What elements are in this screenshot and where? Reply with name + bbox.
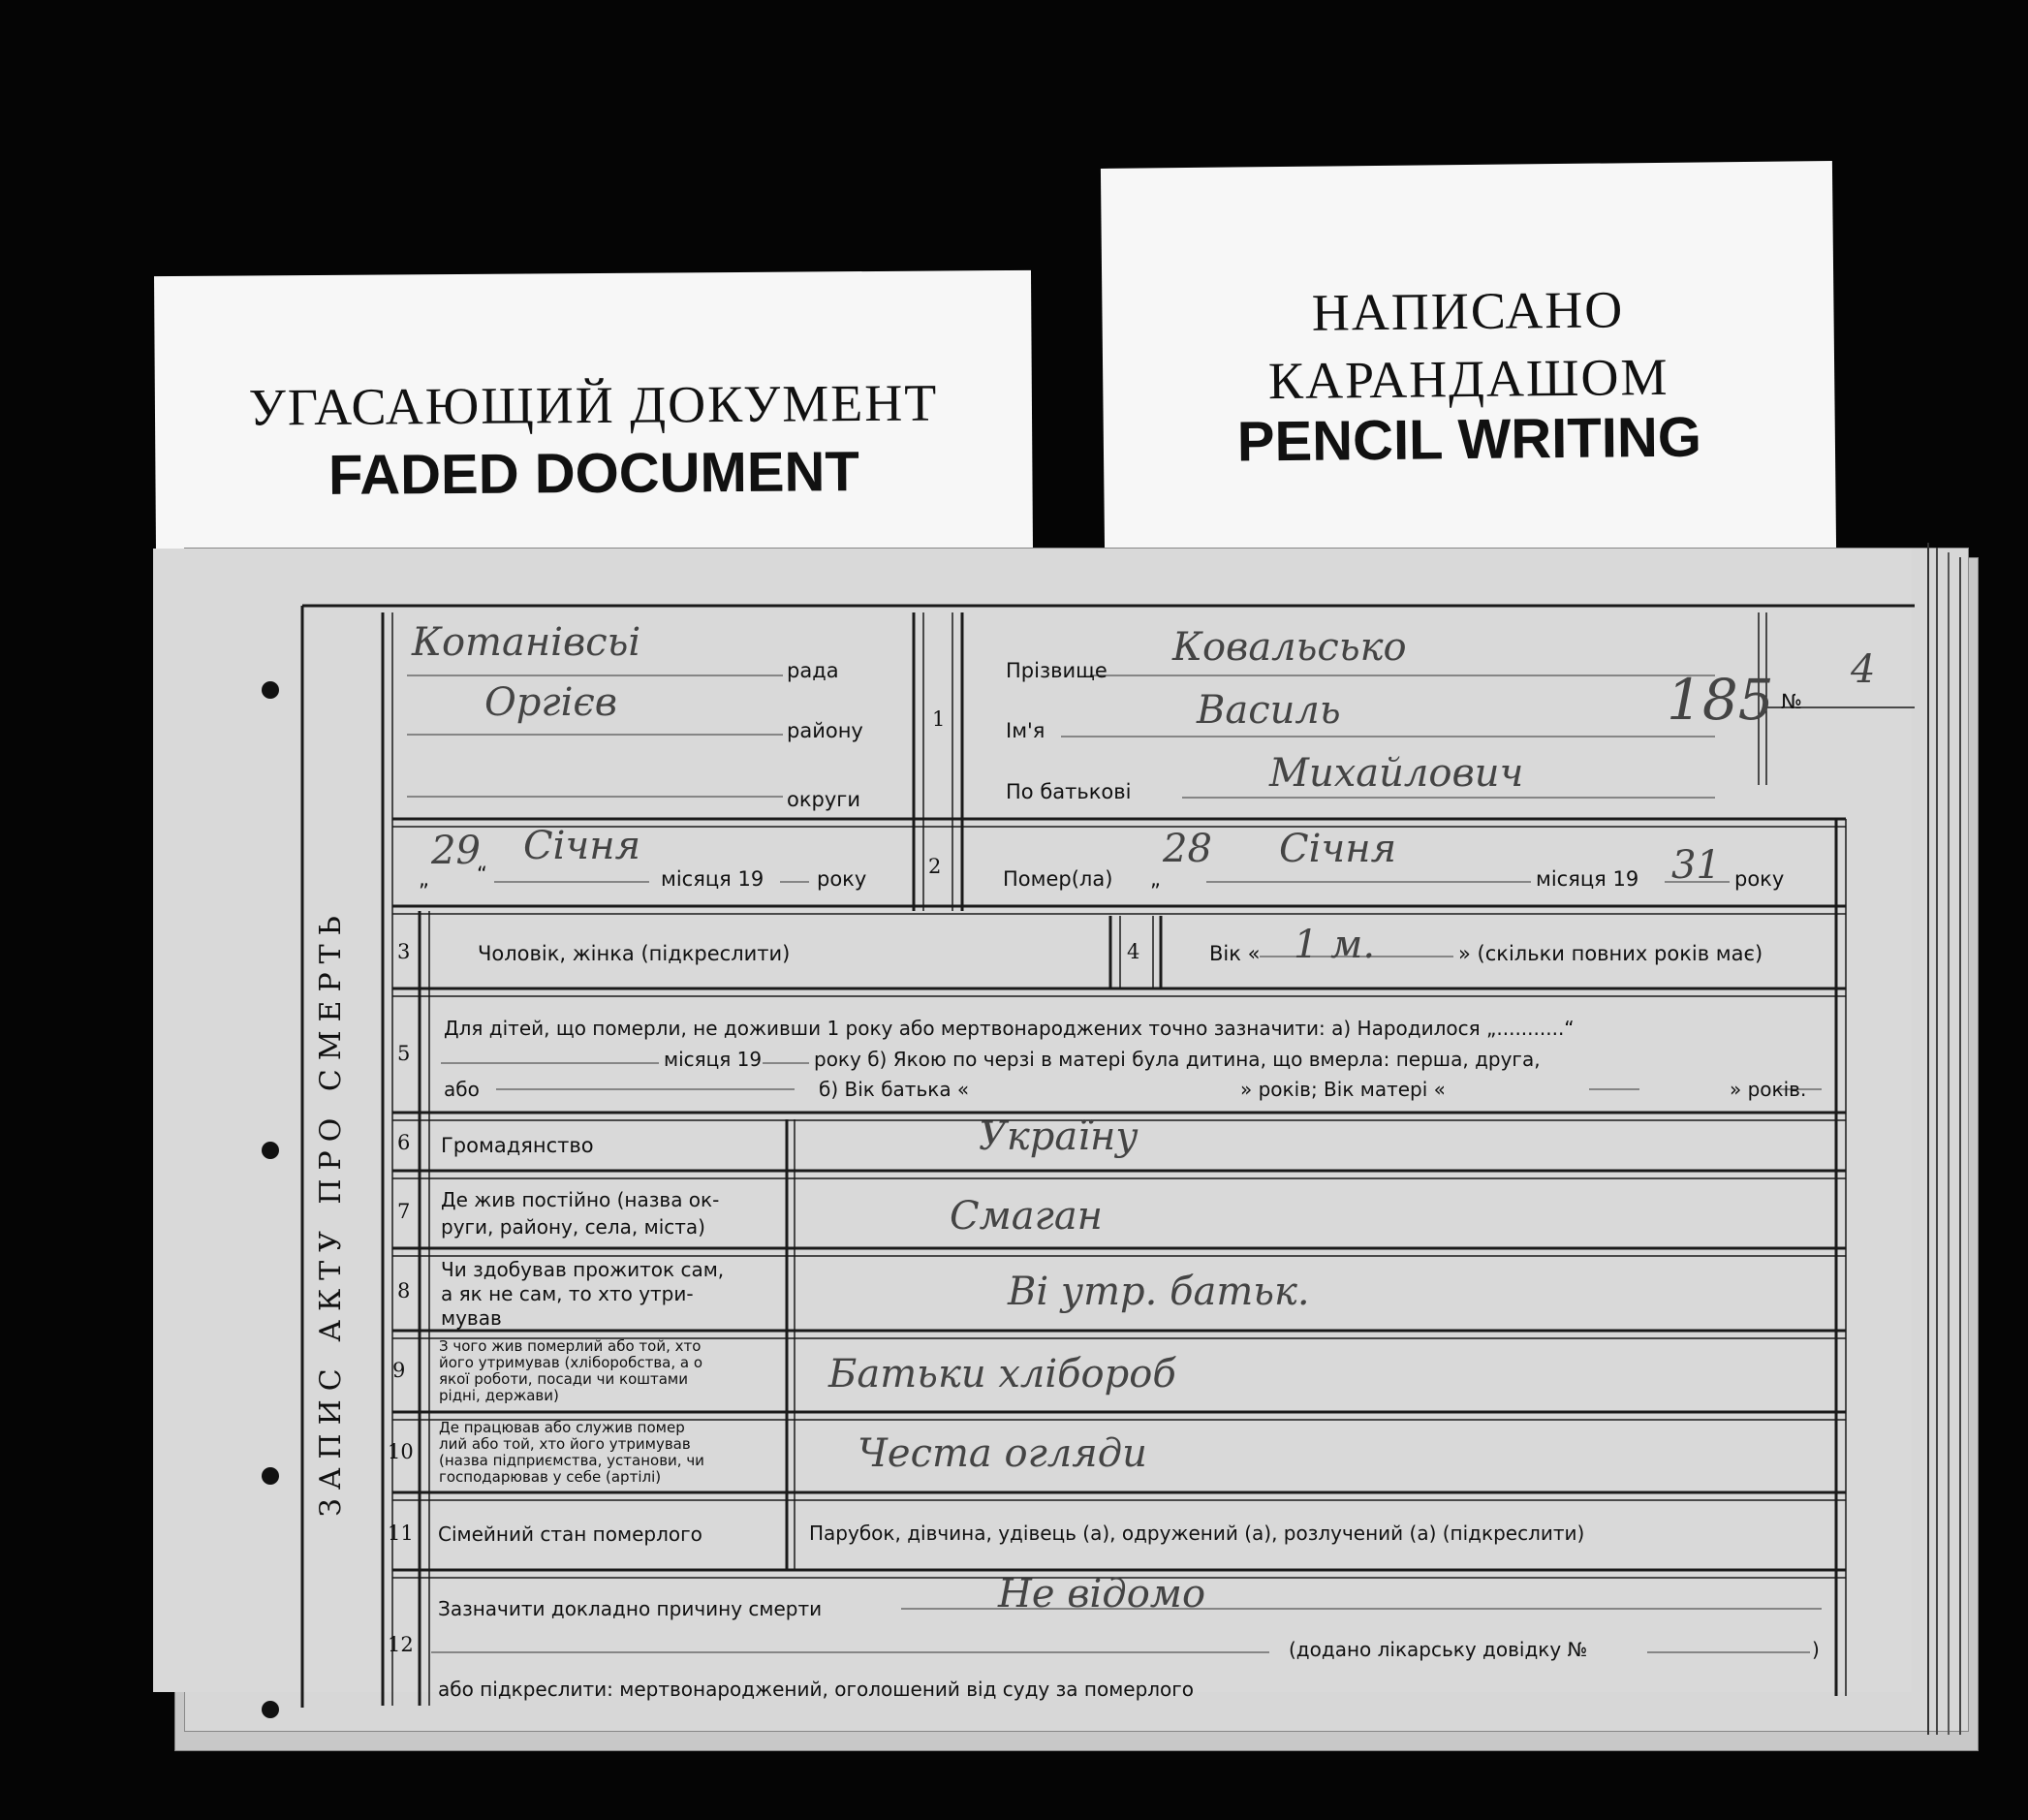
handwritten-support: Ві утр. батьк.: [1008, 1270, 1310, 1314]
field-number: 11: [388, 1522, 414, 1545]
handwritten-rada: Котанівсьі: [412, 620, 641, 665]
workplace-label-line1: Де працював або служив помер: [439, 1419, 685, 1436]
handwritten-death-day: 28: [1163, 827, 1212, 871]
support-label-line2: а як не сам, то хто утри-: [441, 1282, 694, 1305]
faded-document-ru: УГАСАЮЩИЙ ДОКУМЕНТ: [248, 373, 939, 437]
infant-misyatsia-label: місяця 19: [664, 1048, 763, 1071]
father-age-label: б) Вік батька «: [819, 1078, 970, 1101]
citizenship-label: Громадянство: [441, 1134, 594, 1157]
livelihood-label-line3: якої роботи, посади чи коштами: [439, 1370, 688, 1388]
roku-label: року: [817, 867, 867, 891]
rada-label: рада: [787, 659, 839, 682]
died-label: Помер(ла): [1003, 867, 1113, 891]
support-label-line3: мував: [441, 1306, 502, 1330]
medical-certificate-label: (додано лікарську довідку №: [1289, 1638, 1588, 1661]
handwritten-record-no: 4: [1851, 647, 1876, 692]
field-number: 5: [397, 1042, 411, 1065]
handwritten-age: 1 м.: [1294, 923, 1376, 967]
residence-label-line1: Де жив постійно (назва ок-: [441, 1188, 720, 1211]
marital-status-options: Парубок, дівчина, удівець (а), одружений (а), розлучений (а) (підкреслити): [809, 1522, 1585, 1545]
name-label: Ім'я: [1006, 719, 1045, 742]
stillborn-footer: або підкреслити: мертвонароджений, оголошений від суду за померлого: [438, 1678, 1195, 1701]
infant-instructions-line1: Для дітей, що померли, не доживши 1 року або мертвонароджених точно зазначити: а) Народилося „...........“: [444, 1017, 1575, 1040]
workplace-label-line2: лий або той, хто його утримував: [439, 1435, 691, 1453]
workplace-label-line3: (назва підприємства, установи, чи: [439, 1452, 704, 1469]
death-misyatsia-label: місяця 19: [1536, 867, 1639, 891]
faded-document-en: FADED DOCUMENT: [328, 440, 860, 507]
cause-of-death-label: Зазначити докладно причину смерти: [438, 1597, 823, 1620]
livelihood-label-line1: З чого жив померлий або той, хто: [439, 1337, 702, 1355]
handwritten-citizenship: Україну: [979, 1114, 1139, 1159]
age-label-open: Вік «: [1209, 942, 1261, 965]
handwritten-death-month: Січня: [1279, 827, 1397, 871]
field-number: 6: [397, 1131, 411, 1154]
medical-certificate-close: ): [1812, 1638, 1820, 1661]
patronymic-label: По батькові: [1006, 780, 1132, 803]
field-number: 4: [1127, 940, 1140, 963]
field-number: 7: [397, 1200, 411, 1223]
handwritten-patronymic: Михайлович: [1269, 751, 1524, 796]
mother-age-close: » років.: [1730, 1078, 1807, 1101]
sex-label: Чоловік, жінка (підкреслити): [478, 942, 791, 965]
handwritten-rayonu: Оргієв: [484, 680, 618, 725]
record-no-label: №: [1781, 690, 1802, 713]
residence-label-line2: руги, району, села, міста): [441, 1215, 705, 1239]
handwritten-record-number: 185: [1667, 667, 1774, 733]
handwritten-residence: Смаган: [950, 1194, 1104, 1239]
handwritten-date-day: 29: [431, 829, 481, 873]
handwritten-workplace: Честа огляди: [858, 1431, 1147, 1476]
field-number: 3: [397, 940, 411, 963]
livelihood-label-line4: рідні, держави): [439, 1387, 559, 1404]
field-number: 12: [388, 1633, 414, 1656]
infant-abo-label: або: [444, 1078, 480, 1101]
age-label-close: » (скільки повних років має): [1458, 942, 1763, 965]
surname-label: Прізвище: [1006, 659, 1108, 682]
death-roku-label: року: [1734, 867, 1785, 891]
handwritten-surname: Ковальсько: [1172, 625, 1407, 670]
misyatsia-label: місяця 19: [661, 867, 764, 891]
marital-status-label: Сімейний стан померлого: [438, 1522, 702, 1546]
pencil-writing-en: PENCIL WRITING: [1236, 405, 1702, 474]
handwritten-cause: Не відомо: [998, 1572, 1206, 1616]
field-number: 1: [932, 707, 946, 731]
field-number: 9: [392, 1359, 406, 1382]
field-number: 10: [388, 1440, 414, 1463]
support-label-line1: Чи здобував прожиток сам,: [441, 1258, 725, 1281]
pencil-writing-ru-line1: НАПИСАНО: [1311, 280, 1625, 342]
livelihood-label-line2: його утримував (хліборобства, а о: [439, 1354, 703, 1371]
date-quote-close: “: [477, 863, 487, 886]
infant-instructions-line2: року б) Якою по черзі в матері була дитина, що вмерла: перша, друга,: [814, 1048, 1541, 1071]
handwritten-date-month: Січня: [523, 824, 641, 868]
mother-age-label: » років; Вік матері «: [1240, 1078, 1446, 1101]
pencil-writing-ru-line2: КАРАНДАШОМ: [1267, 347, 1669, 411]
date-quote-open: „: [419, 867, 429, 891]
field-number: 2: [928, 855, 942, 878]
okruhy-label: округи: [787, 788, 860, 811]
workplace-label-line4: господарював у себе (артілі): [439, 1468, 662, 1486]
death-quote-open: „: [1150, 867, 1161, 891]
handwritten-livelihood: Батьки хлібороб: [828, 1352, 1176, 1396]
handwritten-name: Василь: [1197, 688, 1341, 733]
form-vertical-title: ЗАПИС АКТУ ПРО СМЕРТЬ: [314, 907, 348, 1517]
field-number: 8: [397, 1279, 411, 1302]
handwritten-death-year: 31: [1671, 843, 1721, 888]
rayonu-label: району: [787, 719, 863, 742]
